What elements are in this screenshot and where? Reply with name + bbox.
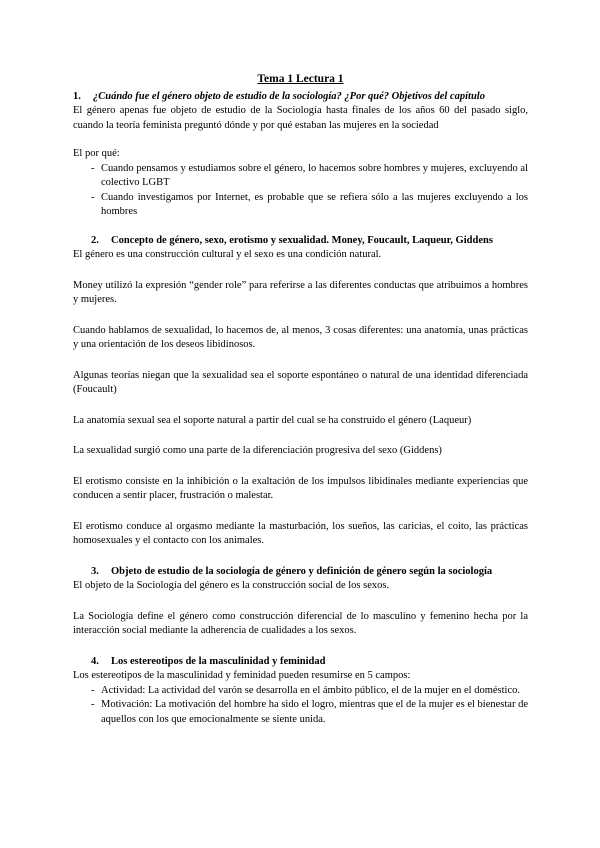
list-item-text: Cuando pensamos y estudiamos sobre el género, lo hacemos sobre hombres y mujeres, excluyendo al colectivo LGBT — [101, 162, 528, 188]
paragraph: Los estereotipos de la masculinidad y feminidad pueden resumirse en 5 campos: — [73, 670, 411, 681]
list-item — [73, 684, 528, 699]
section-2-heading — [91, 234, 528, 249]
list-item — [73, 698, 528, 727]
paragraph: El erotismo consiste en la inhibición o la exaltación de los impulsos libidinales mediante experiencias que conducen a sentir placer, frustración o malestar. — [73, 475, 528, 501]
paragraph: El género apenas fue objeto de estudio de la Sociología hasta finales de los años 60 del pasado siglo, cuando la teoría feminista preguntó dónde y por qué estaban las mujeres en la sociedad — [73, 105, 528, 131]
paragraph: La Sociología define el género como construcción diferencial de lo masculino y femenino hecha por la interacción social mediante la adherencia de cualidades a los sexos. — [73, 610, 528, 636]
paragraph: Money utilizó la expresión “gender role” para referirse a las diferentes conductas que atribuimos a hombres y mujeres. — [73, 279, 528, 305]
dash-marker: - — [91, 191, 95, 203]
list-item-text: Motivación: La motivación del hombre ha sido el logro, mientras que el de la mujer es el bienestar de aquellos con los que emocionalmente se siente unida. — [101, 699, 528, 725]
section-4-title: Los estereotipos de la masculinidad y feminidad — [111, 655, 326, 667]
paragraph: El objeto de la Sociología del género es la construcción social de los sexos. — [73, 580, 390, 591]
paragraph: La anatomía sexual sea el soporte natural a partir del cual se ha construido el género (Laqueur) — [73, 414, 472, 426]
bullet-list — [73, 684, 528, 728]
section-3-heading — [91, 565, 528, 580]
list-item-text: Actividad: La actividad del varón se desarrolla en el ámbito público, el de la mujer en el doméstico. — [101, 684, 520, 696]
section-4-heading — [91, 655, 528, 670]
document-page — [73, 72, 528, 727]
bullet-list — [73, 162, 528, 220]
document-title: Tema 1 Lectura 1 — [257, 73, 344, 85]
section-1-number: 1. — [73, 90, 81, 102]
paragraph: Algunas teorías niegan que la sexualidad sea el soporte espontáneo o natural de una identidad diferenciada (Foucault) — [73, 369, 528, 395]
section-1-heading — [73, 90, 528, 105]
list-item — [73, 162, 528, 191]
paragraph: La sexualidad surgió como una parte de la diferenciación progresiva del sexo (Giddens) — [73, 445, 442, 456]
section-3-number: 3. — [91, 565, 99, 577]
dash-marker: - — [91, 684, 95, 696]
section-1-title: ¿Cuándo fue el género objeto de estudio de la sociología? ¿Por qué? Objetivos del capítulo — [93, 90, 485, 102]
paragraph: El por qué: — [73, 148, 120, 159]
paragraph: El género es una construcción cultural y el sexo es una condición natural. — [73, 249, 382, 260]
dash-marker: - — [91, 699, 95, 710]
list-item — [73, 191, 528, 220]
section-2-title: Concepto de género, sexo, erotismo y sexualidad. Money, Foucault, Laqueur, Giddens — [111, 234, 493, 246]
paragraph: El erotismo conduce al orgasmo mediante la masturbación, los sueños, las caricias, el coito, las prácticas homosexuales y el contacto con los animales. — [73, 520, 528, 546]
section-4-number: 4. — [91, 655, 99, 667]
list-item-text: Cuando investigamos por Internet, es probable que se refiera sólo a las mujeres excluyendo a los hombres — [101, 191, 528, 217]
section-3-title: Objeto de estudio de la sociología de género y definición de género según la sociología — [111, 565, 493, 577]
section-2-number: 2. — [91, 234, 99, 246]
paragraph: Cuando hablamos de sexualidad, lo hacemos de, al menos, 3 cosas diferentes: una anatomía, unas prácticas y una orientación de los deseos libidinosos. — [73, 324, 528, 350]
dash-marker: - — [91, 162, 95, 174]
